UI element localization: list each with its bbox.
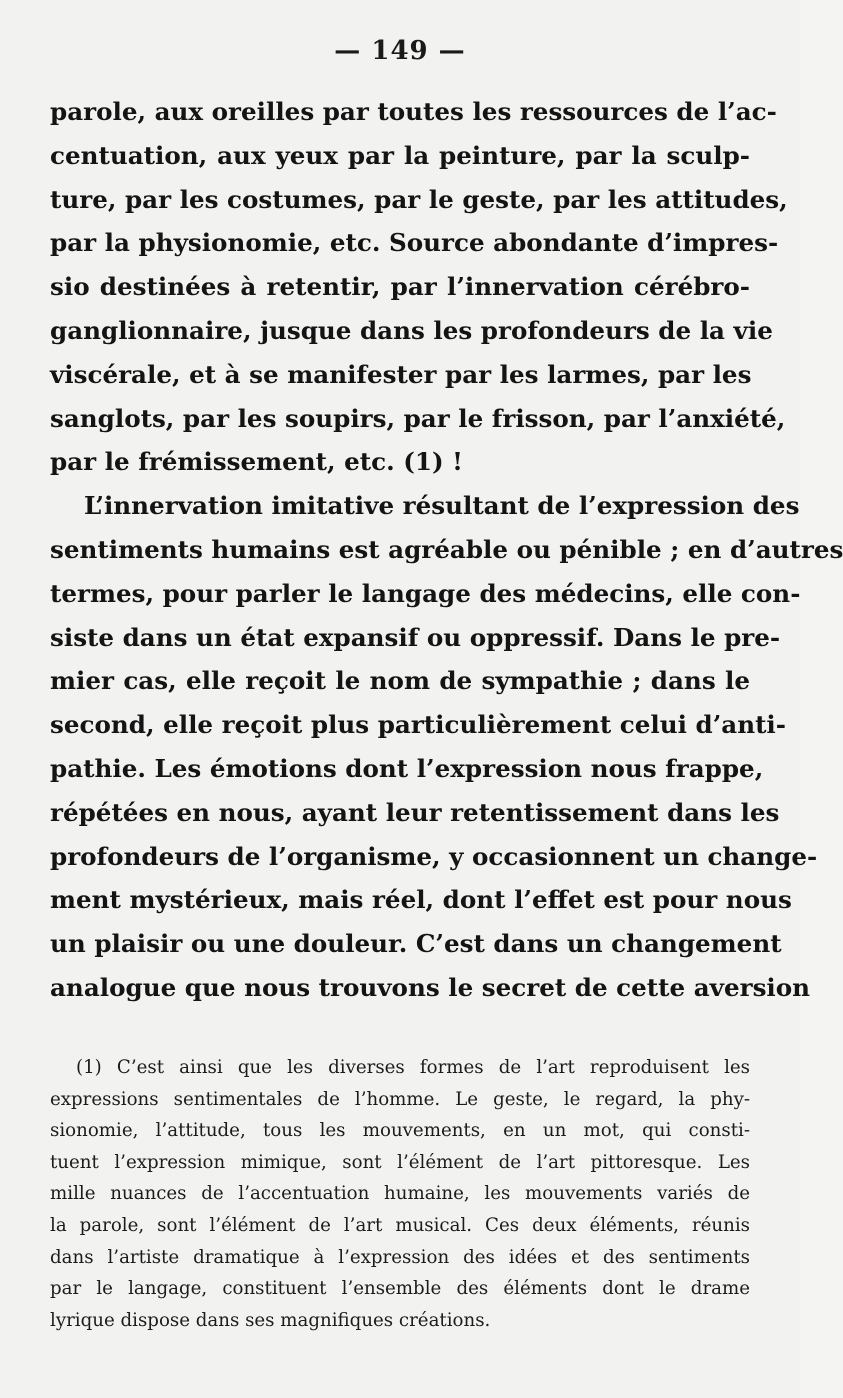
text-line: centuation, aux yeux par la peinture, par la sculp- [50, 140, 750, 170]
body-text [50, 90, 843, 1010]
text-line: un plaisir ou une douleur. C’est dans un changement [50, 929, 782, 959]
text-line: ture, par les costumes, par le geste, par les attitudes, [50, 184, 788, 214]
text-line: sanglots, par les soupirs, par le frisson, par l’anxiété, [50, 403, 786, 433]
text-line: par le frémissement, etc. (1) ! [50, 447, 463, 477]
footnote-line: la parole, sont l’élément de l’art musical. Ces deux éléments, réunis [50, 1214, 750, 1236]
text-line: parole, aux oreilles par toutes les ressources de l’ac- [50, 97, 777, 126]
footnote-line: lyrique dispose dans ses magnifiques créations. [50, 1309, 491, 1331]
footnote [50, 1052, 750, 1336]
footnote-line: (1) C’est ainsi que les diverses formes de l’art reproduisent les [76, 1057, 750, 1078]
footnote-line: tuent l’expression mimique, sont l’élément de l’art pittoresque. Les [50, 1151, 750, 1173]
text-line: mier cas, elle reçoit le nom de sympathie ; dans le [50, 666, 750, 696]
text-line: siste dans un état expansif ou oppressif. Dans le pre- [50, 622, 781, 652]
text-line: analogue que nous trouvons le secret de cette aversion [50, 972, 811, 1002]
text-line: ment mystérieux, mais réel, dont l’effet est pour nous [50, 885, 792, 915]
text-line: ganglionnaire, jusque dans les profondeurs de la vie [50, 315, 773, 345]
footnote-line: expressions sentimentales de l’homme. Le geste, le regard, la phy- [50, 1088, 750, 1110]
text-line: second, elle reçoit plus particulièrement celui d’anti- [50, 710, 786, 740]
page-number: — 149 — [334, 36, 466, 66]
footnote-line: sionomie, l’attitude, tous les mouvements, en un mot, qui consti- [50, 1120, 750, 1142]
footnote-line: dans l’artiste dramatique à l’expression des idées et des sentiments [50, 1246, 750, 1268]
text-line: sio destinées à retentir, par l’innervation cérébro- [50, 272, 750, 302]
text-line: L’innervation imitative résultant de l’expression des [84, 491, 800, 521]
text-line: termes, pour parler le langage des médecins, elle con- [50, 578, 801, 608]
text-line: sentiments humains est agréable ou pénible ; en d’autres [50, 534, 843, 564]
footnote-line: mille nuances de l’accentuation humaine, les mouvements variés de [50, 1183, 750, 1205]
text-line: profondeurs de l’organisme, y occasionnent un change- [50, 841, 818, 871]
text-line: viscérale, et à se manifester par les larmes, par les [50, 359, 752, 389]
footnote-line: par le langage, constituent l’ensemble des éléments dont le drame [50, 1278, 750, 1300]
text-line: par la physionomie, etc. Source abondante d’impres- [50, 228, 779, 258]
text-line: répétées en nous, ayant leur retentissement dans les [50, 797, 780, 827]
text-line: pathie. Les émotions dont l’expression nous frappe, [50, 753, 764, 783]
